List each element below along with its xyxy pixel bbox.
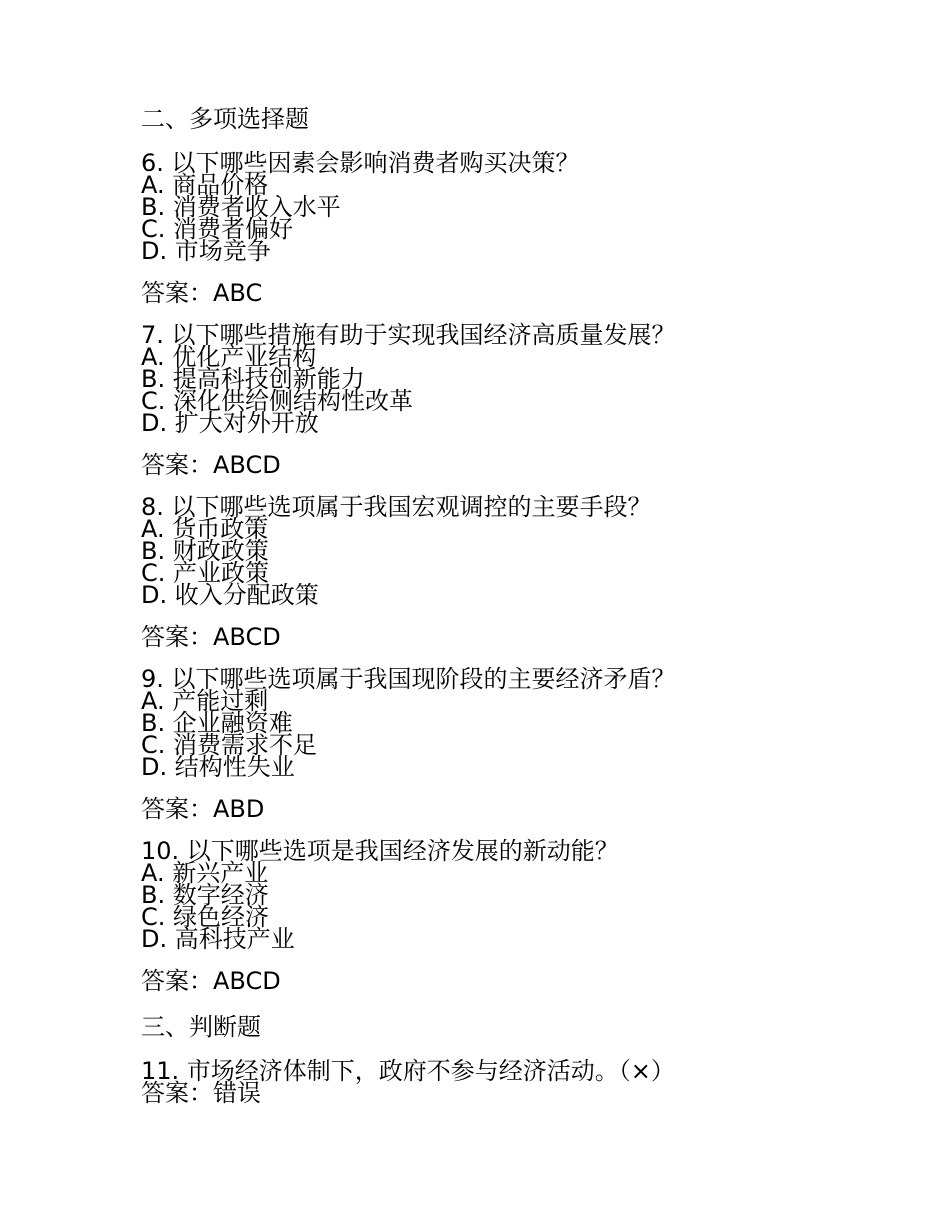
question-7 (141, 321, 901, 480)
question-6 (141, 149, 901, 308)
answer: 答案：ABCD (141, 451, 281, 479)
answer: 答案：ABC (141, 279, 263, 307)
option-c: C. 深化供给侧结构性改革 (141, 387, 414, 415)
question-stem: 11. 市场经济体制下，政府不参与经济活动。（×） (141, 1057, 675, 1085)
option-d: D. 高科技产业 (141, 925, 295, 953)
option-b: B. 提高科技创新能力 (141, 365, 365, 393)
option-d: D. 结构性失业 (141, 753, 295, 781)
question-stem: 9. 以下哪些选项属于我国现阶段的主要经济矛盾？ (141, 665, 676, 693)
option-d: D. 收入分配政策 (141, 581, 319, 609)
question-stem: 8. 以下哪些选项属于我国宏观调控的主要手段？ (141, 493, 652, 521)
option-b: B. 数字经济 (141, 881, 269, 909)
option-a: A. 优化产业结构 (141, 343, 317, 371)
question-10 (141, 837, 901, 996)
answer: 答案：错误 (141, 1079, 261, 1107)
document-content (141, 104, 901, 1120)
option-c: C. 绿色经济 (141, 903, 270, 931)
option-b: B. 消费者收入水平 (141, 193, 341, 221)
question-stem: 7. 以下哪些措施有助于实现我国经济高质量发展？ (141, 321, 676, 349)
question-stem: 6. 以下哪些因素会影响消费者购买决策？ (141, 149, 580, 177)
answer: 答案：ABD (141, 795, 265, 823)
option-c: C. 消费者偏好 (141, 215, 294, 243)
option-d: D. 扩大对外开放 (141, 409, 319, 437)
answer: 答案：ABCD (141, 623, 281, 651)
option-b: B. 企业融资难 (141, 709, 293, 737)
option-c: C. 消费需求不足 (141, 731, 318, 759)
question-11 (141, 1057, 901, 1107)
option-a: A. 产能过剩 (141, 687, 269, 715)
section-title-true-false: 三、判断题 (141, 1013, 261, 1041)
question-stem: 10. 以下哪些选项是我国经济发展的新动能？ (141, 837, 619, 865)
question-8 (141, 493, 901, 652)
option-d: D. 市场竞争 (141, 237, 271, 265)
option-a: A. 新兴产业 (141, 859, 269, 887)
option-c: C. 产业政策 (141, 559, 270, 587)
option-a: A. 货币政策 (141, 515, 269, 543)
answer: 答案：ABCD (141, 967, 281, 995)
option-a: A. 商品价格 (141, 171, 269, 199)
question-9 (141, 665, 901, 824)
option-b: B. 财政政策 (141, 537, 269, 565)
section-title-multiple-choice: 二、多项选择题 (141, 105, 309, 133)
